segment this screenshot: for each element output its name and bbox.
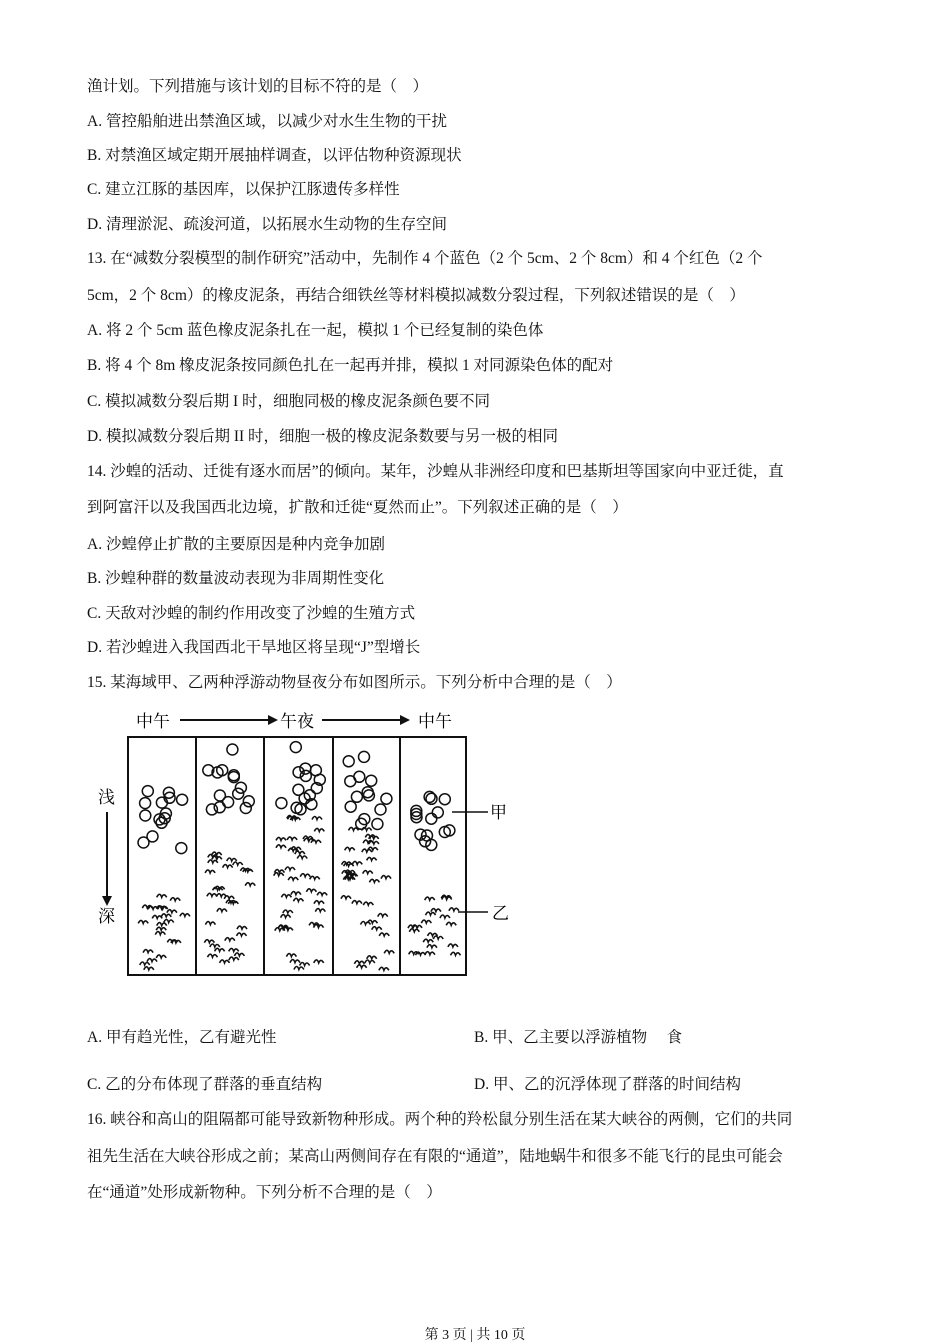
- question-line: A. 将 2 个 5cm 蓝色橡皮泥条扎在一起，模拟 1 个已经复制的染色体: [87, 322, 544, 339]
- species-b-mark: [138, 920, 148, 923]
- species-b-mark: [167, 910, 177, 913]
- species-b-mark: [276, 837, 286, 840]
- question-line: A. 管控船舶进出禁渔区域，以减少对水生生物的干扰: [87, 113, 447, 130]
- question-line: D. 模拟减数分裂后期 II 时，细胞一极的橡皮泥条数要与另一极的相同: [87, 428, 559, 445]
- species-b-mark: [205, 922, 215, 925]
- species-b-mark: [217, 909, 227, 912]
- species-b-mark: [276, 845, 286, 848]
- question-line: 13. 在“减数分裂模型的制作研究”活动中，先制作 4 个蓝色（2 个 5cm、2 个 8cm）和 4 个红色（2 个: [87, 250, 763, 267]
- species-b-mark: [144, 967, 154, 970]
- species-b-mark: [312, 817, 322, 820]
- species-b-mark: [300, 874, 310, 877]
- species-b-mark: [369, 879, 379, 882]
- species-b-mark: [369, 841, 379, 844]
- species-b-mark: [345, 847, 355, 850]
- species-b-mark: [208, 860, 218, 863]
- question-line: 15. 某海域甲、乙两种浮游动物昼夜分布如图所示。下列分析中合理的是（ ）: [87, 674, 622, 691]
- species-b-mark: [207, 893, 217, 896]
- question-line: A. 沙蝗停止扩散的主要原因是种内竞争加剧: [87, 536, 385, 553]
- species-b-mark: [229, 957, 239, 960]
- species-b-mark: [362, 828, 372, 831]
- species-b-mark: [423, 939, 433, 942]
- species-b-mark: [314, 960, 324, 963]
- species-b-mark: [294, 967, 304, 970]
- species-b-mark: [344, 863, 354, 866]
- species-a-circle: [351, 791, 362, 802]
- q16-line: 在“通道”处形成新物种。下列分析不合理的是（ ）: [87, 1184, 442, 1201]
- question-line: 14. 沙蝗的活动、迁徙有逐水而居”的倾向。某年，沙蝗从非洲经印度和巴基斯坦等国家向中亚迁徙，直: [87, 463, 784, 480]
- species-b-mark: [314, 828, 324, 831]
- question-line: B. 沙蝗种群的数量波动表现为非周期性变化: [87, 570, 385, 587]
- species-b-mark: [379, 967, 389, 970]
- species-a-circle: [206, 804, 217, 815]
- species-b-mark: [293, 898, 303, 901]
- species-b-mark: [143, 950, 153, 953]
- species-a-circle: [295, 804, 306, 815]
- species-b-mark: [290, 960, 300, 963]
- species-b-mark: [212, 852, 222, 855]
- species-b-mark: [427, 945, 437, 948]
- species-b-mark: [208, 954, 218, 957]
- q15-option-b: B. 甲、乙主要以浮游植物 食: [474, 1029, 682, 1046]
- species-b-mark: [372, 927, 382, 930]
- question-line: 到阿富汗以及我国西北边境，扩散和迁徙“夏然而止”。下列叙述正确的是（ ）: [87, 499, 628, 516]
- species-b-mark: [281, 915, 291, 918]
- species-a-circle: [359, 751, 370, 762]
- species-a-circle: [223, 797, 234, 808]
- species-b-mark: [384, 950, 394, 953]
- species-b-mark: [349, 827, 359, 830]
- species-a-circle: [290, 742, 301, 753]
- question-line: D. 清理淤泥、疏浚河道，以拓展水生动物的生存空间: [87, 216, 447, 233]
- species-a-circle: [300, 763, 311, 774]
- species-b-mark: [446, 922, 456, 925]
- species-b-mark: [152, 915, 162, 918]
- species-b-mark: [227, 858, 237, 861]
- species-b-mark: [157, 894, 167, 897]
- species-label-a: 甲: [490, 803, 507, 822]
- question-line: 渔计划。下列措施与该计划的目标不符的是（ ）: [87, 78, 429, 95]
- species-b-mark: [310, 876, 320, 879]
- species-b-mark: [205, 870, 215, 873]
- species-b-mark: [237, 926, 247, 929]
- time-label-noon-2: 中午: [418, 712, 452, 731]
- species-b-mark: [306, 889, 316, 892]
- species-b-mark: [288, 877, 298, 880]
- species-b-mark: [204, 940, 214, 943]
- species-a-circle: [343, 756, 354, 767]
- species-b-mark: [215, 948, 225, 951]
- species-a-circle: [366, 775, 377, 786]
- species-b-mark: [354, 961, 364, 964]
- species-a-circle: [147, 831, 158, 842]
- species-b-mark: [451, 952, 461, 955]
- species-a-circle: [426, 813, 437, 824]
- species-b-mark: [285, 867, 295, 870]
- plankton-distribution-figure: [90, 700, 530, 990]
- q16-line: 祖先生活在大峡谷形成之前；某高山两侧间存在有限的“通道”，陆地蜗牛和很多不能飞行的昆虫可能会: [87, 1148, 783, 1165]
- species-b-mark: [156, 955, 166, 958]
- time-label-midnight: 午夜: [280, 712, 314, 731]
- species-b-mark: [180, 913, 190, 916]
- species-b-mark: [361, 922, 371, 925]
- species-b-mark: [367, 857, 377, 860]
- question-line: C. 建立江豚的基因库，以保护江豚遗传多样性: [87, 181, 400, 198]
- species-a-circle: [140, 810, 151, 821]
- species-a-circle: [177, 794, 188, 805]
- species-a-circle: [243, 796, 254, 807]
- species-a-circle: [142, 786, 153, 797]
- species-b-mark: [291, 892, 301, 895]
- species-b-mark: [409, 929, 419, 932]
- species-b-mark: [379, 933, 389, 936]
- arrow-head-icon: [268, 715, 278, 725]
- species-b-mark: [315, 909, 325, 912]
- species-b-mark: [164, 920, 174, 923]
- species-b-mark: [363, 871, 373, 874]
- question-line: C. 天敌对沙蝗的制约作用改变了沙蝗的生殖方式: [87, 605, 416, 622]
- species-b-mark: [295, 851, 305, 854]
- question-line: C. 模拟减数分裂后期 I 时，细胞同极的橡皮泥条颜色要不同: [87, 393, 491, 410]
- figure-frame: [128, 737, 466, 975]
- species-b-mark: [297, 856, 307, 859]
- species-b-mark: [300, 963, 310, 966]
- species-b-mark: [357, 965, 367, 968]
- species-b-mark: [283, 910, 293, 913]
- species-b-mark: [317, 892, 327, 895]
- species-b-mark: [157, 923, 167, 926]
- species-b-mark: [311, 840, 321, 843]
- species-b-mark: [425, 897, 435, 900]
- species-b-mark: [220, 960, 230, 963]
- species-b-mark: [431, 909, 441, 912]
- species-b-mark: [416, 952, 426, 955]
- species-b-mark: [155, 932, 165, 935]
- species-b-mark: [352, 901, 362, 904]
- species-b-mark: [433, 936, 443, 939]
- species-b-mark: [378, 914, 388, 917]
- species-b-mark: [140, 962, 150, 965]
- q15-option-d: D. 甲、乙的沉浮体现了群落的时间结构: [474, 1076, 741, 1093]
- species-a-circle: [227, 744, 238, 755]
- species-b-mark: [365, 960, 375, 963]
- question-line: B. 对禁渔区域定期开展抽样调查，以评估物种资源现状: [87, 147, 462, 164]
- q15-option-a: A. 甲有趋光性，乙有避光性: [87, 1029, 277, 1046]
- species-a-circle: [345, 776, 356, 787]
- species-b-mark: [363, 902, 373, 905]
- species-b-mark: [147, 959, 157, 962]
- species-b-mark: [156, 927, 166, 930]
- species-b-mark: [314, 901, 324, 904]
- arrow-head-icon: [102, 896, 112, 906]
- species-b-mark: [287, 837, 297, 840]
- species-b-mark: [421, 920, 431, 923]
- species-b-mark: [449, 908, 459, 911]
- species-a-circle: [140, 798, 151, 809]
- species-b-mark: [281, 894, 291, 897]
- species-b-mark: [161, 914, 171, 917]
- species-b-mark: [223, 865, 233, 868]
- species-a-circle: [276, 798, 287, 809]
- species-label-b: 乙: [492, 904, 509, 923]
- page-footer: 第 3 页 | 共 10 页: [424, 1328, 526, 1343]
- depth-label-shallow: 浅: [98, 788, 115, 807]
- species-b-mark: [170, 898, 180, 901]
- species-b-mark: [233, 862, 243, 865]
- species-b-mark: [425, 952, 435, 955]
- species-b-mark: [210, 944, 220, 947]
- species-b-mark: [234, 953, 244, 956]
- species-b-mark: [448, 944, 458, 947]
- species-b-mark: [341, 896, 351, 899]
- species-a-circle: [240, 803, 251, 814]
- species-b-mark: [229, 948, 239, 951]
- species-b-mark: [362, 849, 372, 852]
- species-b-mark: [381, 876, 391, 879]
- species-b-mark: [426, 912, 436, 915]
- species-a-circle: [432, 807, 443, 818]
- species-a-circle: [439, 794, 450, 805]
- species-a-circle: [375, 804, 386, 815]
- species-a-circle: [176, 843, 187, 854]
- species-b-mark: [286, 954, 296, 957]
- q16-line: 16. 峡谷和高山的阻隔都可能导致新物种形成。两个种的羚松鼠分别生活在某大峡谷的两侧，它们的共同: [87, 1111, 793, 1128]
- species-b-mark: [237, 933, 247, 936]
- species-a-circle: [381, 793, 392, 804]
- species-b-mark: [352, 861, 362, 864]
- species-b-mark: [216, 894, 226, 897]
- species-a-circle: [214, 802, 225, 813]
- q15-option-c: C. 乙的分布体现了群落的垂直结构: [87, 1076, 323, 1093]
- species-b-mark: [225, 938, 235, 941]
- species-a-circle: [372, 819, 383, 830]
- species-b-mark: [440, 915, 450, 918]
- species-b-mark: [213, 887, 223, 890]
- species-b-mark: [245, 883, 255, 886]
- species-b-mark: [367, 956, 377, 959]
- time-label-noon-1: 中午: [136, 712, 170, 731]
- species-b-mark: [224, 896, 234, 899]
- question-line: D. 若沙蝗进入我国西北干旱地区将呈现“J”型增长: [87, 639, 421, 656]
- species-b-mark: [274, 873, 284, 876]
- question-line: 5cm，2 个 8cm）的橡皮泥条，再结合细铁丝等材料模拟减数分裂过程，下列叙述错误的是（ ）: [87, 287, 745, 304]
- depth-label-deep: 深: [98, 907, 115, 926]
- species-a-circle: [345, 801, 356, 812]
- question-line: B. 将 4 个 8m 橡皮泥条按同颜色扎在一起再并排，模拟 1 对同源染色体的配对: [87, 357, 614, 374]
- arrow-head-icon: [400, 715, 410, 725]
